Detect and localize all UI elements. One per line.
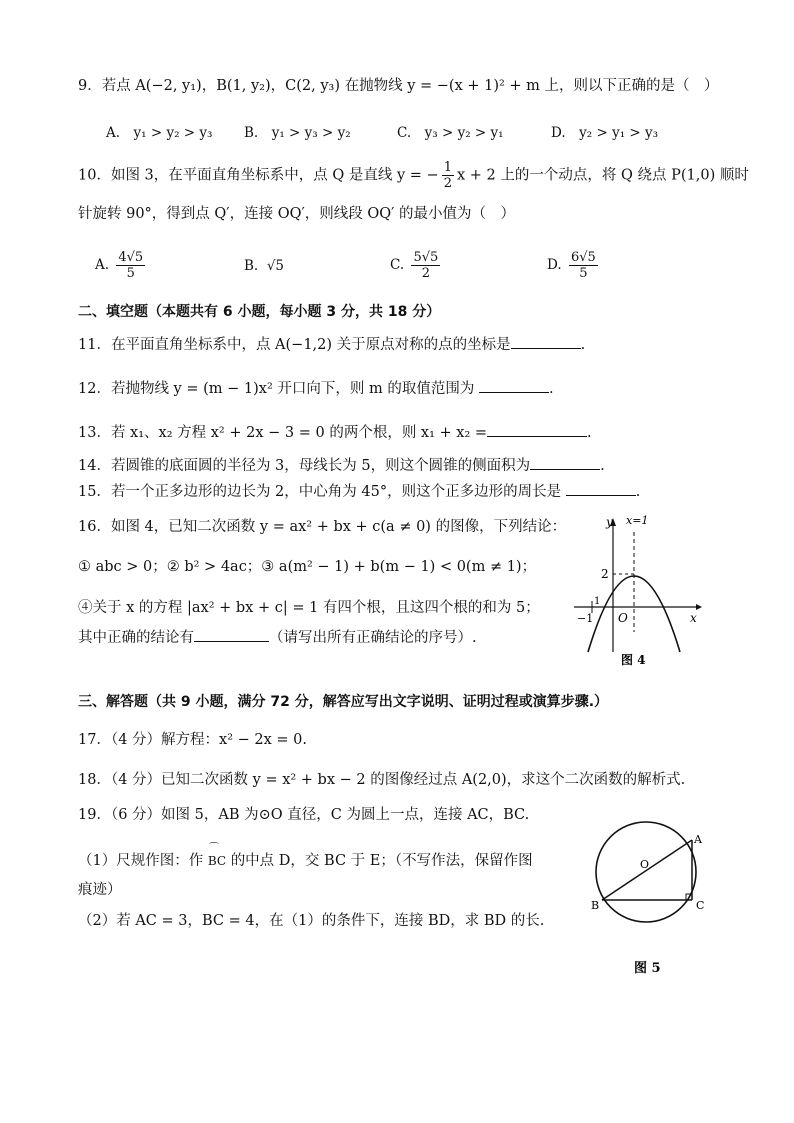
q10-option-d-label: D. — [547, 257, 562, 273]
q18-text: 18．（4 分）已知二次函数 y = x² + bx − 2 的图像经过点 A(2,0)，求这个二次函数的解析式. — [78, 772, 686, 788]
q12-text: 12．若抛物线 y = (m − 1)x² 开口向下，则 m 的取值范围为 . — [78, 378, 554, 399]
fig4-y-label: y — [606, 515, 613, 529]
q14-stem: 14．若圆锥的底面圆的半径为 3，母线长为 5，则这个圆锥的侧面积为 — [78, 458, 531, 474]
q10-option-c — [390, 250, 443, 281]
q12-answer-blank[interactable] — [479, 378, 549, 393]
q10-stem-post: x + 2 上的一个动点，将 Q 绕点 P(1,0) 顺时 — [457, 167, 749, 184]
q10-option-c-frac — [411, 250, 440, 281]
figure-4-parabola — [566, 512, 706, 672]
q16-line4-head: 其中正确的结论有 — [78, 630, 194, 646]
q10-option-c-num: 5√5 — [413, 250, 439, 265]
q12-stem: 12．若抛物线 y = (m − 1)x² 开口向下，则 m 的取值范围为 — [78, 381, 475, 397]
fig5-label-a: A — [694, 833, 702, 846]
q9-option-b: B. y₁ > y₃ > y₂ — [244, 125, 351, 141]
q9-option-a: A. y₁ > y₂ > y₃ — [106, 125, 213, 141]
q19-arc-label: BC — [207, 854, 227, 868]
q16-answer-blank[interactable] — [194, 627, 269, 642]
q11-text: 11．在平面直角坐标系中，点 A(−1,2) 关于原点对称的点的坐标是 . — [78, 334, 585, 355]
q10-fraction-num: 1 — [443, 160, 452, 175]
q19-part1-pre: （1）尺规作图：作 — [78, 853, 204, 869]
figure-5-circle — [590, 810, 720, 980]
fig5-label-o: O — [640, 858, 650, 871]
q13-stem: 13．若 x₁、x₂ 方程 x² + 2x − 3 = 0 的两个根，则 x₁ + x₂ = — [78, 425, 488, 441]
q10-option-d-frac — [569, 250, 598, 281]
q14-text: 14．若圆锥的底面圆的半径为 3，母线长为 5，则这个圆锥的侧面积为 . — [78, 455, 605, 476]
q10-option-b — [244, 258, 284, 274]
fig5-label-b: B — [591, 899, 600, 912]
fig4-parabola-curve — [588, 576, 680, 652]
fig4-origin: O — [618, 611, 628, 625]
q10-option-d — [547, 250, 601, 281]
q10-fraction — [442, 160, 454, 191]
q19-arc-bc — [207, 843, 227, 871]
q10-option-a-frac — [116, 250, 145, 281]
q10-option-a-den: 5 — [126, 266, 135, 281]
q11-answer-blank[interactable] — [511, 334, 581, 349]
section3-heading: 三、解答题（共 9 小题，满分 72 分，解答应写出文字说明、证明过程或演算步骤.） — [78, 694, 609, 710]
arc-icon: ⌒ — [208, 843, 219, 854]
fig4-y-tick-2: 2 — [601, 567, 609, 581]
q10-option-a-num: 4√5 — [118, 250, 144, 265]
fig5-label-c: C — [696, 899, 705, 912]
q10-stem-line2: 针旋转 90°，得到点 Q′，连接 OQ′，则线段 OQ′ 的最小值为（ ） — [78, 206, 516, 222]
q9-stem: 9．若点 A(−2, y₁)，B(1, y₂)，C(2, y₃) 在抛物线 y = −(x + 1)² + m 上，则以下正确的是（ ） — [78, 78, 719, 94]
q19-part1-line2: 痕迹） — [78, 882, 122, 898]
q10-option-d-den: 5 — [579, 266, 588, 281]
q15-text: 15．若一个正多边形的边长为 2，中心角为 45°，则这个正多边形的周长是 . — [78, 481, 640, 502]
q10-option-b-label: B. — [244, 258, 259, 274]
q10-option-b-value: √5 — [266, 258, 285, 274]
q15-stem: 15．若一个正多边形的边长为 2，中心角为 45°，则这个正多边形的周长是 — [78, 484, 562, 500]
q10-option-c-den: 2 — [421, 266, 430, 281]
q10-option-a — [95, 250, 148, 281]
q10-stem-pre: 10．如图 3，在平面直角坐标系中，点 Q 是直线 y = − — [78, 167, 439, 184]
q10-stem — [78, 160, 749, 191]
q16-line3: ④关于 x 的方程 |ax² + bx + c| = 1 有四个根，且这四个根的和为 5； — [78, 600, 540, 616]
q10-option-a-label: A. — [95, 257, 110, 273]
q13-text: 13．若 x₁、x₂ 方程 x² + 2x − 3 = 0 的两个根，则 x₁ + x₂ = . — [78, 422, 592, 443]
fig5-caption: 图 5 — [634, 961, 661, 976]
fig4-x-label: x — [690, 611, 697, 625]
q10-option-c-label: C. — [390, 257, 405, 273]
fig4-caption: 图 4 — [621, 653, 646, 667]
q19-part1-post: 的中点 D，交 BC 于 E；（不写作法，保留作图 — [230, 853, 533, 869]
q16-stem: 16．如图 4，已知二次函数 y = ax² + bx + c(a ≠ 0) 的图像，下列结论： — [78, 519, 567, 535]
section2-heading: 二、填空题（本题共有 6 小题，每小题 3 分，共 18 分） — [78, 304, 441, 320]
q10-option-d-num: 6√5 — [570, 250, 596, 265]
q17-text: 17．（4 分）解方程：x² − 2x = 0. — [78, 732, 307, 748]
q16-line2: ① abc > 0；② b² > 4ac；③ a(m² − 1) + b(m − 1) < 0(m ≠ 1)； — [78, 559, 537, 575]
q13-answer-blank[interactable] — [487, 422, 587, 437]
q9-option-c: C. y₃ > y₂ > y₁ — [397, 125, 504, 141]
q14-answer-blank[interactable] — [530, 455, 600, 470]
q10-fraction-den: 2 — [443, 176, 452, 191]
q15-answer-blank[interactable] — [566, 481, 636, 496]
q19-part2: （2）若 AC = 3，BC = 4，在（1）的条件下，连接 BD，求 BD 的长. — [78, 913, 545, 929]
fig4-x-arrow — [696, 604, 702, 610]
q16-line4 — [78, 627, 477, 648]
q19-part1 — [78, 843, 533, 871]
fig5-circle — [596, 822, 696, 922]
fig4-sym-label: x=1 — [626, 514, 649, 527]
q9-option-d: D. y₂ > y₁ > y₃ — [551, 125, 659, 141]
q16-line4-tail: （请写出所有正确结论的序号）. — [269, 630, 477, 646]
fig4-x-tick-neg1: −1 — [577, 612, 594, 625]
q11-stem: 11．在平面直角坐标系中，点 A(−1,2) 关于原点对称的点的坐标是 — [78, 337, 511, 353]
q19-stem: 19．（6 分）如图 5，AB 为⊙O 直径，C 为圆上一点，连接 AC，BC. — [78, 807, 530, 823]
fig4-y-tick-1: 1 — [594, 596, 601, 607]
